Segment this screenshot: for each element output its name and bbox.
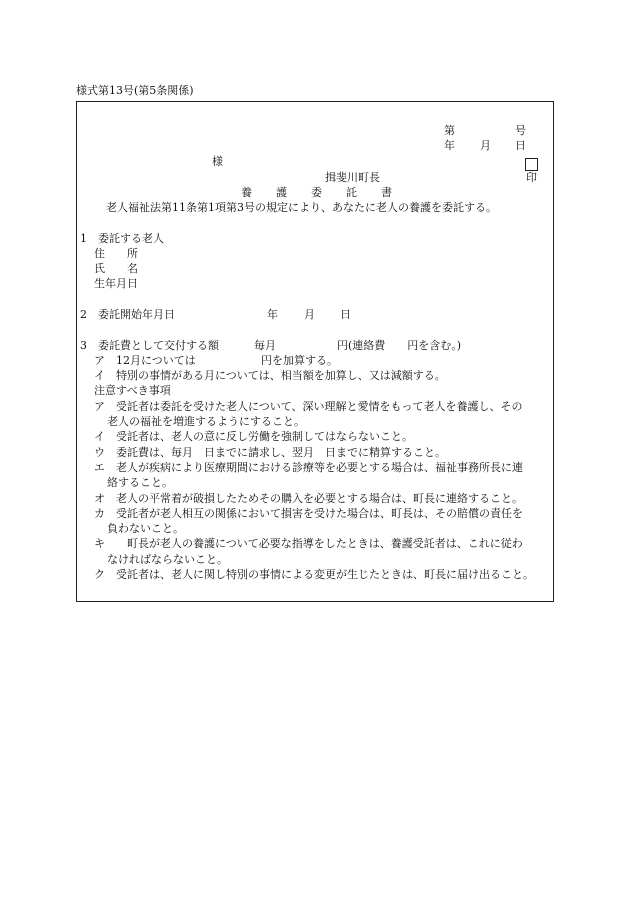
title-char: 書	[381, 186, 392, 199]
field-birthdate: 生年月日	[94, 277, 138, 290]
start-day: 日	[340, 308, 351, 321]
yen-note: 円(連絡費 円を含む。)	[337, 339, 462, 352]
item-a-tail: 円を加算する。	[261, 354, 338, 367]
number-suffix: 号	[515, 124, 526, 137]
note-line: カ 受託者が老人相互の関係において損害を受けた場合は、町長は、その賠償の責任を	[94, 507, 523, 520]
note-line: キ 町長が老人の養護について必要な指導をしたときは、養護受託者は、これに従わ	[94, 537, 523, 550]
note-line: ア 受託者は委託を受けた老人について、深い理解と愛情をもって老人を養護し、その	[94, 400, 523, 413]
note-line: ウ 委託費は、毎月 日までに請求し、翌月 日までに精算すること。	[94, 446, 446, 459]
note-line: イ 受託者は、老人の意に反し労働を強制してはならないこと。	[94, 430, 413, 443]
number-prefix: 第	[444, 124, 455, 137]
section2-heading: 2 委託開始年月日	[80, 308, 175, 321]
note-line: なければならないこと。	[107, 553, 228, 566]
notes-heading: 注意すべき事項	[94, 384, 171, 397]
issuer-name: 揖斐川町長	[325, 171, 380, 184]
seal-mark: 印	[526, 171, 537, 184]
title-char: 養	[241, 186, 252, 199]
note-line: 絡すること。	[107, 476, 173, 489]
start-year: 年	[267, 308, 278, 321]
section3-heading: 3 委託費として交付する額	[80, 339, 219, 352]
intro-statement: 老人福祉法第11条第1項第3号の規定により、あなたに老人の養護を委託する。	[106, 201, 497, 214]
section1-heading: 1 委託する老人	[80, 232, 164, 245]
field-name: 氏 名	[94, 262, 138, 275]
item-a-lead: ア 12月については	[94, 354, 196, 367]
date-year: 年	[444, 139, 455, 152]
note-line: エ 老人が疾病により医療期間における診療等を必要とする場合は、福祉事務所長に連	[94, 461, 523, 474]
note-line: ク 受託者は、老人に関し特別の事情による変更が生じたときは、町長に届け出ること。	[94, 568, 534, 581]
field-address: 住 所	[94, 247, 138, 260]
date-day: 日	[515, 139, 526, 152]
note-line: オ 老人の平常着が破損したためその購入を必要とする場合は、町長に連絡すること。	[94, 492, 523, 505]
form-caption: 様式第13号(第5条関係)	[76, 84, 194, 97]
date-month: 月	[480, 139, 491, 152]
monthly-label: 毎月	[254, 339, 276, 352]
addressee-honorific: 様	[212, 155, 223, 168]
item-i: イ 特別の事情がある月については、相当額を加算し、又は減額する。	[94, 369, 446, 382]
note-line: 老人の福祉を増進するようにすること。	[107, 415, 305, 428]
title-char: 護	[276, 186, 287, 199]
seal-box	[525, 158, 538, 171]
start-month: 月	[304, 308, 315, 321]
note-line: 負わないこと。	[107, 522, 184, 535]
title-char: 託	[346, 186, 357, 199]
title-char: 委	[311, 186, 322, 199]
